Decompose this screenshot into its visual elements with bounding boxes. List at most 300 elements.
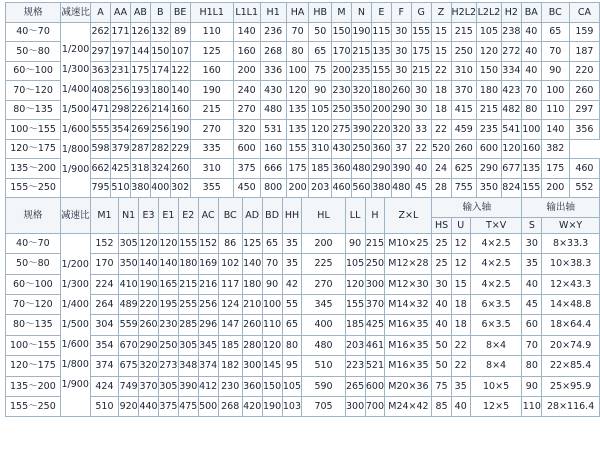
spec-cell: 135～200 (6, 376, 61, 396)
table-cell: 197 (111, 42, 131, 62)
table-cell: 6×3.5 (470, 295, 522, 315)
table-cell: 260 (569, 81, 599, 101)
reduction-ratio: 1/900 (61, 163, 90, 175)
table-cell: 35 (522, 254, 542, 274)
column-header: 减速比 (61, 3, 91, 23)
table-cell: 354 (111, 120, 131, 140)
table-cell: 280 (242, 335, 262, 355)
table-cell: 224 (90, 274, 119, 294)
table-cell: 75 (432, 376, 451, 396)
column-header: 规格 (6, 198, 61, 234)
table-cell: 50 (309, 22, 332, 42)
table-cell: 150 (262, 376, 282, 396)
table-cell: 120 (501, 139, 521, 159)
column-header: H2L2 (451, 3, 477, 23)
table-cell: 40 (521, 61, 541, 81)
table-cell: 920 (119, 397, 139, 417)
table-cell: M16×35 (385, 356, 432, 376)
table-cell: 100 (541, 81, 569, 101)
table-cell: 110 (522, 397, 542, 417)
table-cell: 350 (119, 254, 139, 274)
table-cell: 200 (541, 178, 569, 198)
table-cell: 440 (139, 397, 159, 417)
table-cell: 795 (91, 178, 111, 198)
table-cell: 8×4 (470, 356, 522, 376)
column-header: Z (431, 3, 451, 23)
column-header: N (351, 3, 371, 23)
table-cell: 110 (541, 100, 569, 120)
table-cell: 590 (302, 376, 345, 396)
table-cell: 140 (541, 120, 569, 140)
table-cell: 140 (170, 81, 190, 101)
table-cell: 459 (451, 120, 477, 140)
table-row (6, 397, 600, 417)
table-cell: 270 (233, 100, 260, 120)
table-cell: 336 (260, 61, 286, 81)
table1-header-row (6, 3, 600, 23)
table-cell: 160 (233, 42, 260, 62)
table-cell: 265 (345, 376, 365, 396)
column-header: Z×L (385, 198, 432, 234)
table-cell: 22 (451, 335, 470, 355)
table-cell: 35 (451, 376, 470, 396)
table-cell: 65 (309, 42, 332, 62)
table-cell: 260 (391, 81, 411, 101)
table-cell: 598 (91, 139, 111, 159)
table-cell: 600 (477, 139, 502, 159)
table-cell: 135 (286, 120, 309, 140)
table-cell: 305 (178, 335, 198, 355)
table-cell: 180 (371, 81, 391, 101)
table-cell: 155 (371, 61, 391, 81)
table-cell: 150 (150, 42, 170, 62)
spec-cell: 100～155 (6, 335, 61, 355)
table-cell: 489 (119, 295, 139, 315)
table-cell: 30 (391, 22, 411, 42)
table-cell: 374 (90, 356, 119, 376)
column-header: BD (262, 198, 282, 234)
column-header: AD (242, 198, 262, 234)
table-cell: 180 (242, 274, 262, 294)
table-cell: 282 (150, 139, 170, 159)
table-cell: 135 (371, 42, 391, 62)
table-cell: 290 (139, 335, 159, 355)
table-cell: 521 (365, 356, 385, 376)
spec-cell: 70～120 (6, 295, 61, 315)
table-cell: 450 (233, 178, 260, 198)
table-cell: 12×5 (470, 397, 522, 417)
table-cell: 40 (521, 22, 541, 42)
table-cell: 297 (569, 100, 599, 120)
table-cell: 423 (501, 81, 521, 101)
table-cell: 360 (371, 139, 391, 159)
table-cell: 334 (501, 61, 521, 81)
table-cell: 22×85.4 (542, 356, 600, 376)
table-cell: 531 (260, 120, 286, 140)
table-cell: 460 (569, 159, 599, 179)
table-cell: M20×36 (385, 376, 432, 396)
table-cell: 256 (198, 295, 218, 315)
table-cell: 230 (332, 81, 352, 101)
table-cell: 60 (522, 315, 542, 335)
column-header: N1 (119, 198, 139, 234)
table-cell: 35 (282, 254, 302, 274)
table-cell: 65 (282, 315, 302, 335)
table-cell: 160 (170, 100, 190, 120)
table-cell: 400 (150, 178, 170, 198)
table-cell: 105 (309, 100, 332, 120)
table-cell: 4×2.5 (470, 254, 522, 274)
table-cell: 55 (282, 295, 302, 315)
table-cell: 90 (262, 274, 282, 294)
table-cell: 200 (286, 178, 309, 198)
table-cell: 190 (351, 22, 371, 42)
table-cell: 273 (158, 356, 178, 376)
table-cell: 18 (451, 295, 470, 315)
table-cell: 345 (198, 335, 218, 355)
table-cell: M24×42 (385, 397, 432, 417)
table-cell: 120 (262, 335, 282, 355)
table-cell: 30 (522, 233, 542, 253)
spec-cell: 50～80 (6, 254, 61, 274)
reduction-ratio: 1/400 (61, 83, 90, 95)
table-cell: 14×48.8 (542, 295, 600, 315)
table-cell: 230 (158, 315, 178, 335)
table-cell: 175 (411, 42, 431, 62)
table-row (6, 120, 600, 140)
table-cell: 175 (286, 159, 309, 179)
table-cell: 482 (501, 100, 521, 120)
table-cell: 155 (521, 178, 541, 198)
table-cell: 541 (501, 120, 521, 140)
table-cell: 216 (198, 274, 218, 294)
table-cell: 250 (332, 100, 352, 120)
table-cell: 120 (139, 233, 159, 253)
table-cell: 80 (521, 100, 541, 120)
table-cell: 18×64.4 (542, 315, 600, 335)
table-cell: 215 (451, 22, 477, 42)
table-cell: 370 (365, 295, 385, 315)
table-cell: M12×30 (385, 274, 432, 294)
table-cell: 40 (432, 315, 451, 335)
column-header: G (411, 3, 431, 23)
table-cell: 215 (365, 233, 385, 253)
table-cell: 35 (282, 233, 302, 253)
table-cell: 290 (391, 100, 411, 120)
table-row (6, 315, 600, 335)
table-cell: 122 (170, 61, 190, 81)
reduction-ratio: 1/600 (61, 123, 90, 135)
column-header: E2 (178, 198, 198, 234)
table-cell: 390 (351, 120, 371, 140)
table-cell: 125 (242, 233, 262, 253)
table-cell: 666 (260, 159, 286, 179)
table-cell: 670 (119, 335, 139, 355)
spec-cell: 120～175 (6, 356, 61, 376)
table-cell: 155 (178, 233, 198, 253)
table-cell: 95 (282, 356, 302, 376)
table-cell: 285 (178, 315, 198, 335)
table-cell: 22 (431, 61, 451, 81)
reduction-ratio: 1/500 (61, 103, 90, 115)
table-cell: 15 (451, 274, 470, 294)
table-cell: 250 (451, 42, 477, 62)
table-cell: 268 (218, 397, 242, 417)
spec-cell: 100～155 (6, 120, 61, 140)
table-cell: 124 (218, 295, 242, 315)
table-cell: 412 (198, 376, 218, 396)
table-cell: 260 (139, 315, 159, 335)
reduction-ratio: 1/800 (61, 359, 89, 371)
reduction-ratio: 1/800 (61, 143, 90, 155)
table-cell: 600 (365, 376, 385, 396)
table-cell: 110 (190, 22, 233, 42)
table-cell: 70 (541, 42, 569, 62)
column-header: CA (569, 3, 599, 23)
column-header: HA (286, 3, 309, 23)
table-cell: 180 (178, 254, 198, 274)
table-cell: 260 (242, 315, 262, 335)
column-header: H1L1 (190, 3, 233, 23)
table-cell: 12 (451, 254, 470, 274)
table-cell: 12 (451, 233, 470, 253)
table-cell: 4×2.5 (470, 233, 522, 253)
table-cell: 12×43.3 (542, 274, 600, 294)
table-row (6, 81, 600, 101)
table-cell: 260 (170, 159, 190, 179)
table-cell: 354 (90, 335, 119, 355)
table-cell: 182 (218, 356, 242, 376)
table-cell: 320 (351, 81, 371, 101)
table-cell: 480 (302, 335, 345, 355)
table-row (6, 61, 600, 81)
column-header: BA (521, 3, 541, 23)
table-cell: 30 (391, 61, 411, 81)
table-cell: 187 (569, 42, 599, 62)
table-cell: 20×74.9 (542, 335, 600, 355)
table-row (6, 22, 600, 42)
table-cell: 675 (119, 356, 139, 376)
table-cell: 10×5 (470, 376, 522, 396)
table-cell: M14×32 (385, 295, 432, 315)
table-row (6, 159, 600, 179)
column-header: 减速比 (60, 198, 90, 234)
table-cell: 320 (233, 120, 260, 140)
table-cell: 600 (233, 139, 260, 159)
table-cell: 115 (371, 22, 391, 42)
table-cell: 169 (198, 254, 218, 274)
table-cell: 50 (432, 356, 451, 376)
table-cell: 425 (365, 315, 385, 335)
table-cell: 25×95.9 (542, 376, 600, 396)
table-cell: 220 (371, 120, 391, 140)
table-row (6, 178, 600, 198)
table-cell: 475 (178, 397, 198, 417)
reduction-ratio: 1/300 (61, 279, 89, 291)
spec-cell: 40～70 (6, 22, 61, 42)
input-shaft-subheader: T×V (470, 218, 522, 234)
table-cell: 231 (111, 61, 131, 81)
spec-cell: 120～175 (6, 139, 61, 159)
table-cell: 145 (262, 356, 282, 376)
table-cell: 287 (130, 139, 150, 159)
column-header: H1 (260, 3, 286, 23)
table-cell: 8×4 (470, 335, 522, 355)
table-cell: 310 (190, 159, 233, 179)
table-cell: 400 (302, 315, 345, 335)
table-cell: 171 (111, 22, 131, 42)
table-cell: 552 (569, 178, 599, 198)
table-cell: 90 (541, 61, 569, 81)
table-cell: 140 (233, 22, 260, 42)
table-cell: 300 (345, 397, 365, 417)
reduction-ratio: 1/600 (61, 339, 89, 351)
table-cell: 193 (130, 81, 150, 101)
reduction-ratio: 1/300 (61, 63, 90, 75)
table-row (6, 295, 600, 315)
dimension-table-1 (5, 2, 600, 198)
table-cell: 125 (190, 42, 233, 62)
table-cell: 363 (91, 61, 111, 81)
table-cell: 132 (150, 22, 170, 42)
column-header: AA (111, 3, 131, 23)
column-header: BC (218, 198, 242, 234)
table-cell: 700 (365, 397, 385, 417)
column-header: 规格 (6, 3, 61, 23)
column-header: F (391, 3, 411, 23)
table-cell: 255 (178, 295, 198, 315)
table-cell: 25 (432, 233, 451, 253)
spec-cell: 60～100 (6, 61, 61, 81)
table-cell: 269 (130, 120, 150, 140)
table-cell: 390 (178, 376, 198, 396)
table-cell: 800 (260, 178, 286, 198)
table-cell: M10×25 (385, 233, 432, 253)
table-cell: 160 (521, 139, 541, 159)
table-cell: 120 (345, 274, 365, 294)
table-cell: 560 (351, 178, 371, 198)
table-cell: M16×35 (385, 335, 432, 355)
table-cell: 320 (139, 356, 159, 376)
table-cell: 662 (91, 159, 111, 179)
table-cell: 215 (178, 274, 198, 294)
table-cell: 302 (170, 178, 190, 198)
table-cell: 152 (90, 233, 119, 253)
table-cell: 45 (522, 295, 542, 315)
table-cell: 230 (218, 376, 242, 396)
table-cell: 86 (218, 233, 242, 253)
table-row (6, 139, 600, 159)
reduction-ratio-cell (61, 22, 91, 198)
table-cell: 8×33.3 (542, 233, 600, 253)
table-cell: 220 (569, 61, 599, 81)
column-header: H2 (501, 3, 521, 23)
table-cell: 159 (569, 22, 599, 42)
table-cell: 270 (302, 274, 345, 294)
table-cell: 625 (451, 159, 477, 179)
table-cell: 155 (286, 139, 309, 159)
table-cell: 120 (158, 233, 178, 253)
column-header: L2L2 (477, 3, 502, 23)
table-cell: 126 (130, 22, 150, 42)
column-header: A (91, 3, 111, 23)
table-cell: 170 (332, 42, 352, 62)
table-cell: 375 (158, 397, 178, 417)
table-cell: 297 (91, 42, 111, 62)
table-cell: 170 (90, 254, 119, 274)
table-cell: 430 (332, 139, 352, 159)
table-cell: 215 (190, 100, 233, 120)
column-header: AC (198, 198, 218, 234)
table-cell: 185 (218, 335, 242, 355)
table-cell: 424 (90, 376, 119, 396)
table-cell: 200 (371, 100, 391, 120)
table-cell: 410 (119, 274, 139, 294)
table-cell: 190 (262, 397, 282, 417)
table-cell: 15 (431, 22, 451, 42)
table-cell: 420 (242, 397, 262, 417)
table-cell: 677 (501, 159, 521, 179)
table-cell: 150 (332, 22, 352, 42)
table-cell: 510 (302, 356, 345, 376)
table-cell: 250 (365, 254, 385, 274)
table-row (6, 335, 600, 355)
table-row (6, 376, 600, 396)
table-cell: 50 (432, 335, 451, 355)
table-cell: 250 (158, 335, 178, 355)
column-header: HH (282, 198, 302, 234)
table-cell: 290 (477, 159, 502, 179)
table-cell: 374 (198, 356, 218, 376)
input-shaft-subheader: HS (432, 218, 451, 234)
table-cell: 89 (170, 22, 190, 42)
table-cell: 296 (198, 315, 218, 335)
table-cell: 304 (90, 315, 119, 335)
table-row (6, 356, 600, 376)
table-cell: 355 (190, 178, 233, 198)
table-cell: 40 (451, 397, 470, 417)
table-cell: 382 (541, 139, 569, 159)
table-cell: 155 (411, 22, 431, 42)
table-cell: 42 (282, 274, 302, 294)
table-cell: 144 (130, 42, 150, 62)
table-cell: 500 (198, 397, 218, 417)
table-cell: 300 (365, 274, 385, 294)
table-cell: 80 (282, 335, 302, 355)
table-cell: 90 (522, 376, 542, 396)
table-cell: 335 (190, 139, 233, 159)
table-cell: 480 (260, 100, 286, 120)
table-cell: 155 (345, 295, 365, 315)
column-header: M1 (90, 198, 119, 234)
table-cell: 471 (91, 100, 111, 120)
column-header: BE (170, 3, 190, 23)
spec-cell: 155～250 (6, 178, 61, 198)
table-cell: 220 (139, 295, 159, 315)
table-cell: 256 (150, 120, 170, 140)
table-cell: 408 (91, 81, 111, 101)
table-cell: 190 (170, 120, 190, 140)
table-cell: 40 (521, 42, 541, 62)
table-cell: 555 (91, 120, 111, 140)
spec-cell: 80～135 (6, 100, 61, 120)
table-cell: 390 (391, 159, 411, 179)
table-cell: 110 (262, 315, 282, 335)
table-cell: 4×2.5 (470, 274, 522, 294)
table-cell: 320 (391, 120, 411, 140)
column-header: BC (541, 3, 569, 23)
table-cell: 480 (391, 178, 411, 198)
